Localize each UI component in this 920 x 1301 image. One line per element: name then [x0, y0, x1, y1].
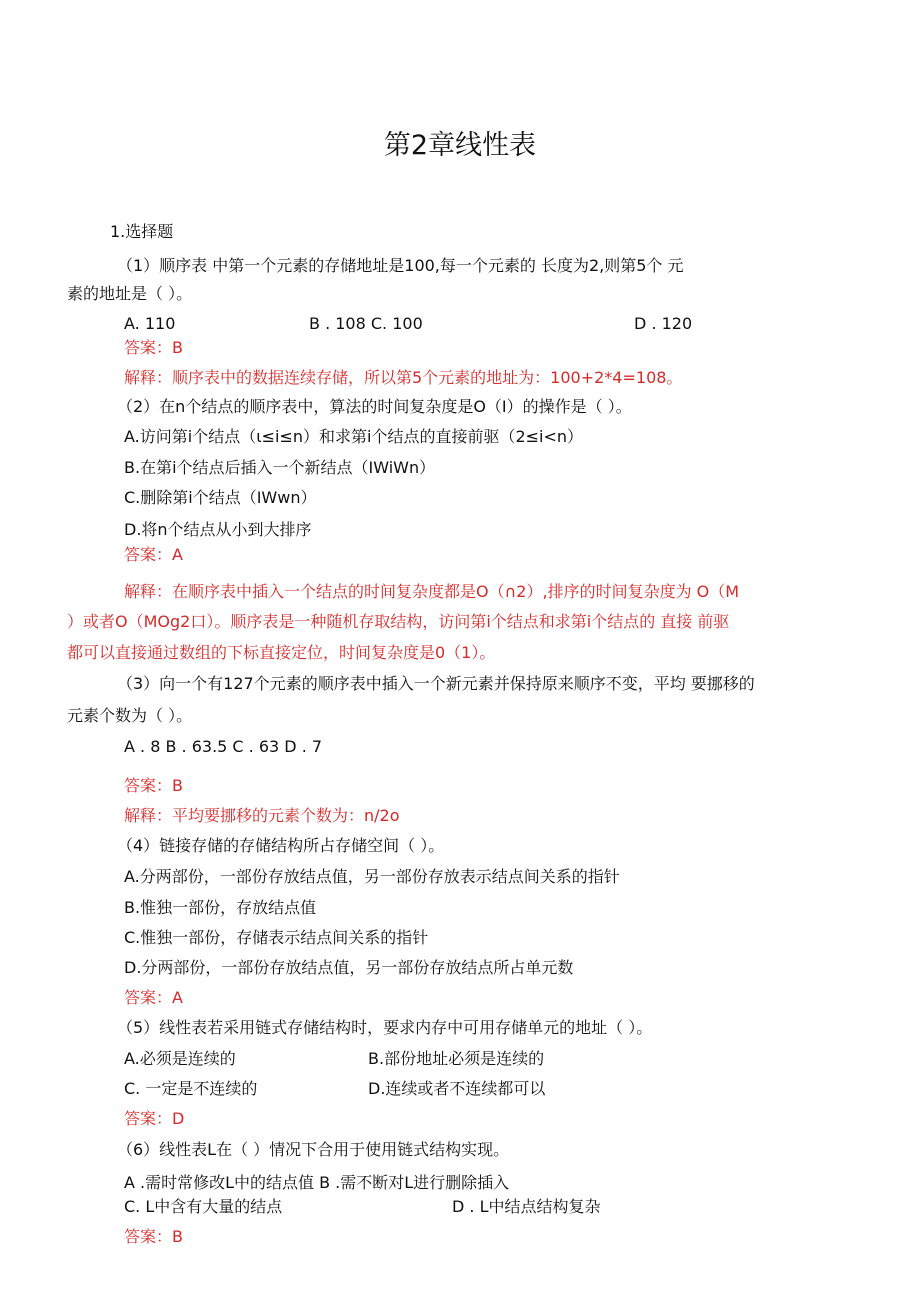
q5-option-b: B.部份地址必须是连续的	[368, 1049, 545, 1068]
q1-option-bc: B . 108 C. 100	[309, 314, 423, 333]
q6-option-c: C. L中含有大量的结点	[124, 1197, 283, 1216]
q1-answer: 答案：B	[124, 338, 183, 357]
q6-stem: （6）线性表L在（ ）情况下合用于使用链式结构实现。	[117, 1140, 510, 1159]
q5-option-a: A.必须是连续的	[124, 1049, 236, 1068]
q3-options: A . 8 B . 63.5 C . 63 D . 7	[124, 737, 323, 756]
chapter-title: 第2章线性表	[383, 130, 537, 161]
q5-answer: 答案：D	[124, 1109, 185, 1128]
q5-stem: （5）线性表若采用链式存储结构时，要求内存中可用存储单元的地址（ ）。	[117, 1018, 653, 1037]
q2-explanation-line2: ）或者O（MOg2口）。顺序表是一种随机存取结构，访问第i个结点和求第i个结点的 直接 前驱	[67, 612, 730, 631]
q6-option-d: D . L中结点结构复杂	[452, 1197, 601, 1216]
q6-option-ab: A .需时常修改L中的结点值 B .需不断对L进行删除插入	[124, 1173, 510, 1192]
q4-option-c: C.惟独一部份，存储表示结点间关系的指针	[124, 928, 429, 947]
q2-option-d: D.将n个结点从小到大排序	[124, 520, 312, 539]
q2-option-b: B.在第i个结点后插入一个新结点（IWiWn）	[124, 458, 436, 477]
q2-option-c: C.删除第i个结点（IWwn）	[124, 488, 317, 507]
q5-option-d: D.连续或者不连续都可以	[368, 1079, 546, 1098]
q2-stem: （2）在n个结点的顺序表中，算法的时间复杂度是O（I）的操作是（ ）。	[117, 397, 632, 416]
q3-explanation: 解释：平均要挪移的元素个数为：n∕2o	[124, 806, 400, 825]
q2-option-a: A.访问第i个结点（ι≤i≤n）和求第i个结点的直接前驱（2≤i<n）	[124, 427, 584, 446]
q4-option-b: B.惟独一部份，存放结点值	[124, 898, 317, 917]
q6-answer: 答案：B	[124, 1227, 183, 1246]
q3-stem-line2: 元素个数为（ ）。	[67, 706, 193, 725]
q1-option-a: A. 110	[124, 314, 176, 333]
q4-answer: 答案：A	[124, 988, 183, 1007]
q2-explanation-line3: 都可以直接通过数组的下标直接定位，时间复杂度是0（1）。	[67, 643, 496, 662]
q2-explanation-line1: 解释：在顺序表中插入一个结点的时间复杂度都是O（∩2）,排序的时间复杂度为 O（M	[124, 582, 740, 601]
q4-stem: （4）链接存储的存储结构所占存储空间（ ）。	[117, 836, 445, 855]
q1-explanation: 解释：顺序表中的数据连续存储，所以第5个元素的地址为：100+2*4=108。	[124, 368, 683, 387]
q1-option-d: D . 120	[634, 314, 693, 333]
q3-answer: 答案：B	[124, 776, 183, 795]
q1-stem-line2: 素的地址是（ ）。	[67, 284, 193, 303]
q4-option-d: D.分两部份，一部份存放结点值，另一部份存放结点所占单元数	[124, 958, 574, 977]
q2-answer: 答案：A	[124, 545, 183, 564]
q1-stem-line1: （1）顺序表 中第一个元素的存储地址是100,每一个元素的 长度为2,则第5个 元	[117, 256, 684, 275]
section-heading: 1.选择题	[110, 222, 174, 241]
q3-stem-line1: （3）向一个有127个元素的顺序表中插入一个新元素并保持原来顺序不变，平均 要挪移的	[117, 674, 755, 693]
q4-option-a: A.分两部份，一部份存放结点值，另一部份存放表示结点间关系的指针	[124, 867, 620, 886]
q5-option-c: C. 一定是不连续的	[124, 1079, 258, 1098]
